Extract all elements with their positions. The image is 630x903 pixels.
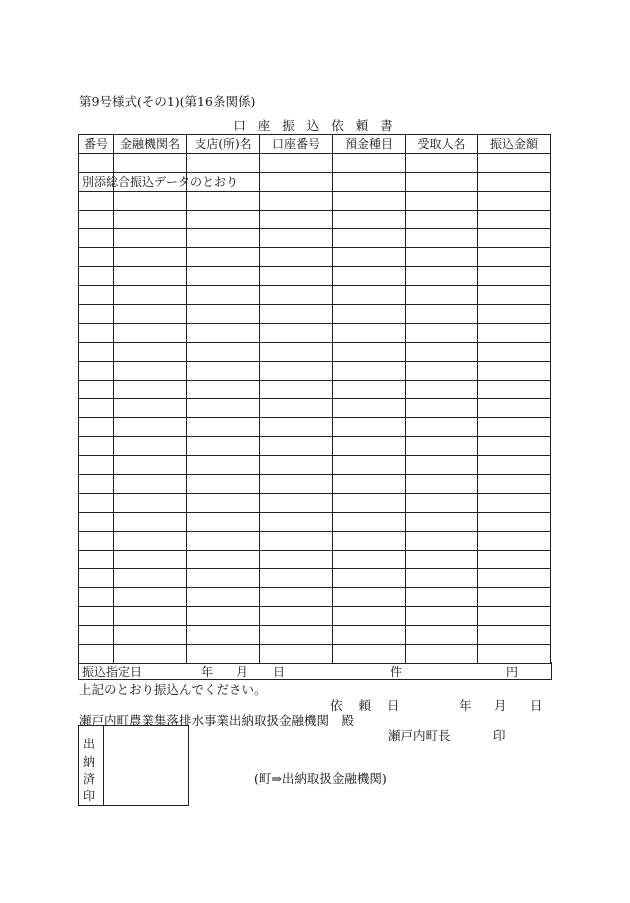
table-cell[interactable]	[260, 569, 333, 588]
table-cell[interactable]	[260, 456, 333, 475]
table-cell[interactable]	[260, 493, 333, 512]
instruction-text: 上記のとおり振込んでください。	[79, 682, 267, 697]
table-cell[interactable]	[333, 475, 406, 494]
table-row	[79, 531, 551, 550]
table-cell[interactable]	[187, 267, 260, 286]
table-cell[interactable]	[114, 456, 187, 475]
table-cell[interactable]	[260, 267, 333, 286]
table-row	[79, 550, 551, 569]
table-cell[interactable]	[187, 588, 260, 607]
addressee-text: 瀬戸内町農業集落排水事業出納取扱金融機関 殿	[79, 713, 355, 728]
table-cell[interactable]	[187, 153, 260, 172]
table-row	[79, 267, 551, 286]
table-cell[interactable]	[333, 191, 406, 210]
table-cell[interactable]	[187, 286, 260, 305]
table-cell[interactable]	[187, 191, 260, 210]
table-cell[interactable]	[114, 512, 187, 531]
table-cell[interactable]	[406, 588, 478, 607]
table-cell[interactable]	[260, 645, 333, 664]
table-cell[interactable]	[187, 399, 260, 418]
table-cell[interactable]	[333, 286, 406, 305]
table-cell[interactable]	[114, 361, 187, 380]
stamp-label-column	[79, 726, 104, 805]
table-row	[79, 399, 551, 418]
table-cell[interactable]	[406, 191, 478, 210]
table-cell[interactable]	[333, 645, 406, 664]
table-cell[interactable]	[187, 607, 260, 626]
table-row	[79, 512, 551, 531]
table-cell[interactable]	[187, 305, 260, 324]
table-cell[interactable]	[79, 437, 114, 456]
designated-month-label: 月	[236, 665, 249, 679]
table-cell[interactable]	[333, 493, 406, 512]
table-cell[interactable]	[478, 361, 551, 380]
table-cell[interactable]	[333, 550, 406, 569]
table-cell[interactable]	[260, 550, 333, 569]
table-cell[interactable]	[79, 550, 114, 569]
table-cell[interactable]	[478, 475, 551, 494]
table-cell[interactable]	[79, 229, 114, 248]
document-title: 口 座 振 込 依 頼 書	[233, 118, 397, 133]
table-cell[interactable]	[260, 380, 333, 399]
table-cell[interactable]	[79, 418, 114, 437]
table-row	[79, 342, 551, 361]
header-recipient-name: 受取人名	[406, 135, 478, 154]
table-cell[interactable]	[406, 267, 478, 286]
form-number-label: 第9号様式(その1)(第16条関係)	[79, 94, 256, 109]
table-cell[interactable]	[406, 475, 478, 494]
table-cell[interactable]	[478, 437, 551, 456]
table-cell[interactable]	[79, 512, 114, 531]
table-cell[interactable]	[260, 626, 333, 645]
table-cell[interactable]	[114, 645, 187, 664]
table-cell[interactable]	[406, 380, 478, 399]
table-cell[interactable]	[406, 493, 478, 512]
table-cell[interactable]	[406, 248, 478, 267]
table-cell[interactable]	[333, 626, 406, 645]
table-cell[interactable]	[260, 361, 333, 380]
table-cell[interactable]	[260, 399, 333, 418]
table-cell[interactable]	[333, 456, 406, 475]
table-cell[interactable]	[79, 210, 114, 229]
table-row	[79, 305, 551, 324]
table-cell[interactable]	[260, 229, 333, 248]
stamp-char: 出	[83, 737, 96, 751]
table-cell[interactable]	[478, 153, 551, 172]
table-cell[interactable]	[406, 512, 478, 531]
table-cell[interactable]	[79, 626, 114, 645]
table-row	[79, 153, 551, 172]
table-cell[interactable]	[114, 531, 187, 550]
table-cell[interactable]	[478, 456, 551, 475]
table-cell[interactable]	[333, 323, 406, 342]
table-cell[interactable]	[333, 305, 406, 324]
table-cell[interactable]	[406, 550, 478, 569]
table-cell[interactable]	[333, 153, 406, 172]
table-cell[interactable]	[114, 229, 187, 248]
table-cell[interactable]	[79, 342, 114, 361]
table-header-row	[79, 135, 551, 154]
table-cell[interactable]	[79, 286, 114, 305]
table-cell[interactable]	[260, 418, 333, 437]
table-row	[79, 323, 551, 342]
table-cell[interactable]	[333, 437, 406, 456]
table-cell[interactable]	[333, 512, 406, 531]
payment-stamp-box	[78, 725, 189, 806]
table-cell[interactable]	[406, 456, 478, 475]
table-cell[interactable]	[79, 475, 114, 494]
table-cell[interactable]	[79, 588, 114, 607]
table-cell[interactable]	[114, 342, 187, 361]
table-cell[interactable]	[406, 418, 478, 437]
stamp-char: 済	[83, 772, 96, 786]
table-cell[interactable]	[333, 399, 406, 418]
table-cell[interactable]	[79, 456, 114, 475]
table-cell[interactable]	[260, 588, 333, 607]
request-month-label: 月	[494, 698, 507, 713]
designated-day-label: 日	[273, 665, 286, 679]
designated-date-label: 振込指定日	[82, 665, 143, 679]
table-cell[interactable]	[406, 323, 478, 342]
table-cell[interactable]	[79, 380, 114, 399]
table-cell[interactable]	[79, 267, 114, 286]
sender-name: 瀬戸内町長	[388, 728, 451, 743]
table-cell[interactable]	[187, 493, 260, 512]
table-cell[interactable]	[187, 229, 260, 248]
table-cell[interactable]	[260, 191, 333, 210]
table-cell[interactable]	[478, 493, 551, 512]
table-cell[interactable]	[478, 323, 551, 342]
table-cell[interactable]	[478, 305, 551, 324]
table-row	[79, 493, 551, 512]
table-cell[interactable]	[114, 248, 187, 267]
table-cell[interactable]	[478, 286, 551, 305]
table-cell[interactable]	[187, 210, 260, 229]
header-bank-name: 金融機関名	[114, 135, 187, 154]
table-cell[interactable]	[260, 531, 333, 550]
count-label: 件	[390, 665, 403, 679]
table-cell[interactable]	[79, 323, 114, 342]
request-day-label: 日	[530, 698, 543, 713]
table-cell[interactable]	[187, 342, 260, 361]
stamp-char: 納	[83, 755, 96, 769]
table-row	[79, 475, 551, 494]
table-cell[interactable]	[406, 286, 478, 305]
table-row	[79, 588, 551, 607]
table-cell[interactable]	[478, 550, 551, 569]
table-cell[interactable]	[187, 512, 260, 531]
table-cell[interactable]	[187, 569, 260, 588]
table-cell[interactable]	[478, 210, 551, 229]
table-row	[79, 191, 551, 210]
table-cell[interactable]	[260, 305, 333, 324]
header-branch-name: 支店(所)名	[187, 135, 260, 154]
table-cell[interactable]	[333, 531, 406, 550]
table-row	[79, 607, 551, 626]
table-row	[79, 418, 551, 437]
header-account-number: 口座番号	[260, 135, 333, 154]
table-cell[interactable]	[260, 286, 333, 305]
table-cell[interactable]	[114, 588, 187, 607]
table-cell[interactable]	[114, 418, 187, 437]
table-cell[interactable]	[333, 210, 406, 229]
header-transfer-amount: 振込金額	[478, 135, 551, 154]
table-cell[interactable]	[406, 305, 478, 324]
table-cell[interactable]	[333, 248, 406, 267]
table-row	[79, 361, 551, 380]
table-cell[interactable]	[260, 342, 333, 361]
table-cell[interactable]	[260, 153, 333, 172]
table-cell[interactable]	[114, 626, 187, 645]
table-cell[interactable]	[79, 248, 114, 267]
table-cell[interactable]	[260, 475, 333, 494]
table-cell[interactable]	[79, 569, 114, 588]
table-body	[79, 153, 551, 663]
table-cell[interactable]	[478, 342, 551, 361]
table-row	[79, 645, 551, 664]
table-cell[interactable]	[333, 267, 406, 286]
table-cell[interactable]	[79, 493, 114, 512]
table-cell[interactable]	[478, 588, 551, 607]
table-cell[interactable]	[79, 607, 114, 626]
table-cell[interactable]	[478, 607, 551, 626]
table-cell[interactable]	[478, 191, 551, 210]
table-cell[interactable]	[260, 323, 333, 342]
table-cell[interactable]	[478, 645, 551, 664]
header-number: 番号	[79, 135, 114, 154]
table-cell[interactable]	[260, 437, 333, 456]
table-cell[interactable]	[260, 248, 333, 267]
table-cell[interactable]	[478, 267, 551, 286]
route-note: (町⇒出納取扱金融機関)	[254, 771, 387, 786]
table-cell[interactable]	[187, 531, 260, 550]
table-row	[79, 248, 551, 267]
request-date-label: 依 頼 日	[330, 698, 406, 713]
attached-data-note: 別添総合振込データのとおり	[79, 172, 551, 191]
table-cell[interactable]	[79, 645, 114, 664]
table-cell[interactable]	[187, 550, 260, 569]
table-row	[79, 172, 551, 191]
table-cell[interactable]	[187, 323, 260, 342]
table-cell[interactable]	[114, 191, 187, 210]
table-cell[interactable]	[187, 456, 260, 475]
table-cell[interactable]	[478, 626, 551, 645]
table-cell[interactable]	[406, 229, 478, 248]
table-cell[interactable]	[114, 550, 187, 569]
table-cell[interactable]	[79, 153, 114, 172]
designated-date-row	[78, 662, 552, 680]
transfer-table	[78, 134, 551, 664]
table-cell[interactable]	[114, 569, 187, 588]
yen-label: 円	[506, 665, 519, 679]
table-cell[interactable]	[187, 626, 260, 645]
table-cell[interactable]	[406, 607, 478, 626]
table-cell[interactable]	[478, 248, 551, 267]
table-cell[interactable]	[406, 210, 478, 229]
table-cell[interactable]	[79, 531, 114, 550]
table-cell[interactable]	[333, 342, 406, 361]
table-cell[interactable]	[406, 626, 478, 645]
table-cell[interactable]	[187, 418, 260, 437]
designated-year-label: 年	[201, 665, 214, 679]
table-cell[interactable]	[333, 229, 406, 248]
table-cell[interactable]	[187, 437, 260, 456]
table-cell[interactable]	[260, 512, 333, 531]
table-cell[interactable]	[114, 493, 187, 512]
seal-mark: 印	[493, 728, 506, 743]
table-cell[interactable]	[260, 607, 333, 626]
table-cell[interactable]	[79, 191, 114, 210]
table-row	[79, 380, 551, 399]
table-cell[interactable]	[187, 380, 260, 399]
table-cell[interactable]	[333, 588, 406, 607]
table-cell[interactable]	[478, 229, 551, 248]
table-cell[interactable]	[114, 437, 187, 456]
table-cell[interactable]	[406, 153, 478, 172]
table-cell[interactable]	[406, 645, 478, 664]
table-row	[79, 456, 551, 475]
table-cell[interactable]	[114, 323, 187, 342]
table-cell[interactable]	[79, 361, 114, 380]
table-cell[interactable]	[114, 399, 187, 418]
table-cell[interactable]	[478, 569, 551, 588]
table-cell[interactable]	[79, 399, 114, 418]
table-cell[interactable]	[260, 210, 333, 229]
stamp-char: 印	[83, 789, 96, 803]
header-deposit-type: 預金種目	[333, 135, 406, 154]
table-cell[interactable]	[114, 286, 187, 305]
table-cell[interactable]	[333, 361, 406, 380]
table-cell[interactable]	[114, 153, 187, 172]
table-cell[interactable]	[406, 437, 478, 456]
table-cell[interactable]	[406, 361, 478, 380]
table-cell[interactable]	[333, 380, 406, 399]
table-cell[interactable]	[478, 512, 551, 531]
table-cell[interactable]	[333, 607, 406, 626]
table-cell[interactable]	[406, 342, 478, 361]
table-cell[interactable]	[114, 475, 187, 494]
table-cell[interactable]	[478, 399, 551, 418]
table-row	[79, 229, 551, 248]
table-cell[interactable]	[333, 569, 406, 588]
table-cell[interactable]	[478, 418, 551, 437]
table-cell[interactable]	[114, 210, 187, 229]
table-cell[interactable]	[187, 361, 260, 380]
table-cell[interactable]	[406, 399, 478, 418]
request-year-label: 年	[459, 698, 472, 713]
table-cell[interactable]	[478, 380, 551, 399]
table-cell[interactable]	[406, 531, 478, 550]
table-row	[79, 210, 551, 229]
table-cell[interactable]	[114, 267, 187, 286]
table-cell[interactable]	[79, 305, 114, 324]
table-cell[interactable]	[114, 380, 187, 399]
table-cell[interactable]	[187, 645, 260, 664]
table-cell[interactable]	[406, 569, 478, 588]
table-cell[interactable]	[114, 607, 187, 626]
table-row	[79, 437, 551, 456]
table-row	[79, 569, 551, 588]
table-cell[interactable]	[187, 475, 260, 494]
table-cell[interactable]	[333, 418, 406, 437]
table-cell[interactable]	[187, 248, 260, 267]
table-row	[79, 286, 551, 305]
table-cell[interactable]	[114, 305, 187, 324]
table-cell[interactable]	[478, 531, 551, 550]
table-row	[79, 626, 551, 645]
